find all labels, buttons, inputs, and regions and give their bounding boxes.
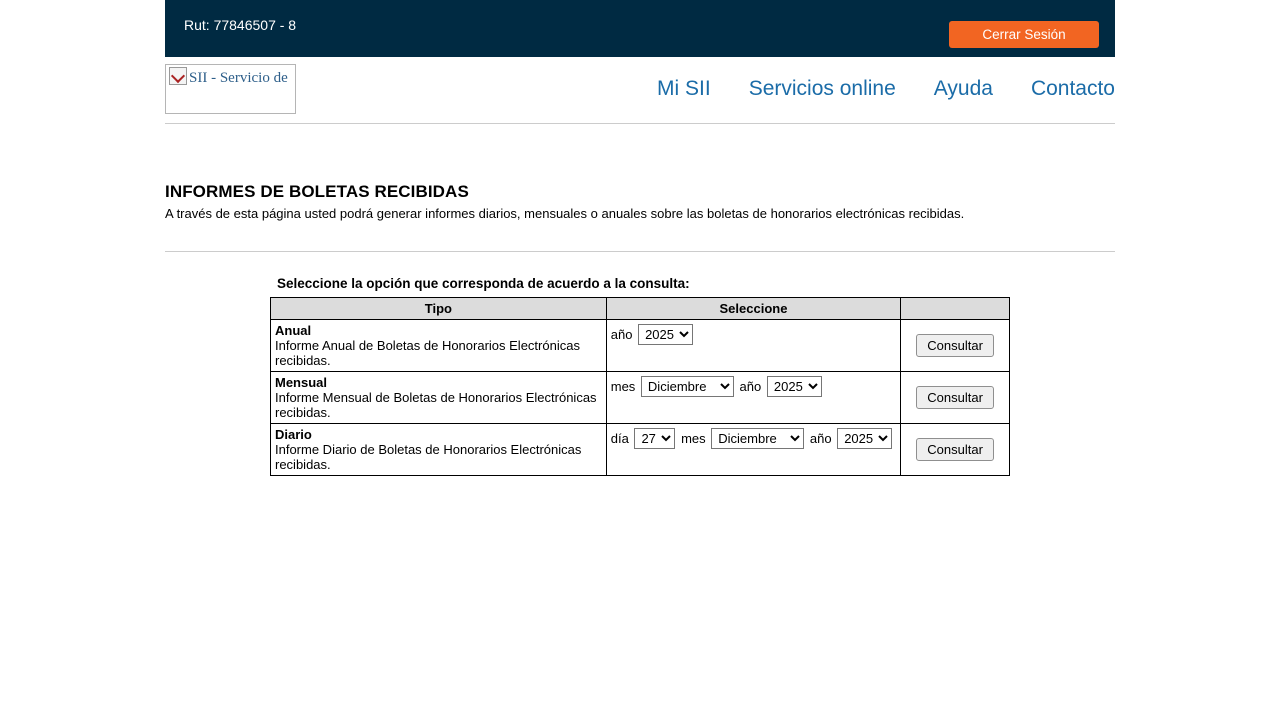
label-diario-year: año: [809, 431, 832, 446]
table-row: [271, 320, 1010, 372]
main-content: [165, 124, 1115, 476]
anual-year-select[interactable]: [638, 324, 693, 345]
diario-day-select[interactable]: [634, 428, 675, 449]
table-header-row: [271, 298, 1010, 320]
nav-item-mi-sii[interactable]: Mi SII: [657, 77, 711, 100]
row-mensual-tipo: [271, 372, 607, 424]
anual-consultar-button[interactable]: Consultar: [916, 334, 994, 357]
reports-table: [270, 297, 1010, 476]
row-mensual-action: [901, 372, 1010, 424]
rut-label: Rut: 77846507 - 8: [184, 17, 297, 33]
row-anual-selectors: [606, 320, 900, 372]
page-title: INFORMES DE BOLETAS RECIBIDAS: [165, 182, 469, 201]
row-mensual-selectors: [606, 372, 900, 424]
header-seleccione: Seleccione: [606, 298, 900, 320]
row-mensual-name: Mensual: [275, 375, 328, 390]
logout-button[interactable]: Cerrar Sesión: [949, 21, 1099, 48]
diario-month-select[interactable]: [711, 428, 804, 449]
header-tipo: Tipo: [271, 298, 607, 320]
row-anual-name: Anual: [275, 323, 312, 338]
row-anual-desc: Informe Anual de Boletas de Honorarios Electrónicas recibidas.: [275, 338, 580, 368]
row-anual-tipo: [271, 320, 607, 372]
label-mensual-year: año: [739, 379, 762, 394]
mensual-year-select[interactable]: [767, 376, 822, 397]
label-mensual-month: mes: [610, 379, 636, 394]
mensual-consultar-button[interactable]: Consultar: [916, 386, 994, 409]
table-row: [271, 424, 1010, 476]
page-container: [165, 0, 1115, 720]
instruction-label: Seleccione la opción que corresponda de acuerdo a la consulta:: [277, 276, 690, 291]
site-header: [165, 57, 1115, 124]
mensual-month-select[interactable]: [641, 376, 734, 397]
main-navigation: [657, 77, 1115, 101]
label-diario-day: día: [610, 431, 629, 446]
diario-consultar-button[interactable]: Consultar: [916, 438, 994, 461]
logo-alt-text: SII - Servicio de: [189, 70, 288, 86]
row-diario-name: Diario: [275, 427, 312, 442]
row-diario-tipo: [271, 424, 607, 476]
nav-item-contacto[interactable]: Contacto: [1030, 77, 1115, 100]
top-bar: [165, 0, 1115, 57]
page-subtitle: A través de esta página usted podrá generar informes diarios, mensuales o anuales sobre las boletas de honorarios electrónicas recibidas.: [165, 206, 965, 221]
broken-image-icon: [166, 65, 295, 89]
table-row: [271, 372, 1010, 424]
row-mensual-desc: Informe Mensual de Boletas de Honorarios Electrónicas recibidas.: [275, 390, 597, 420]
label-anual-year: año: [610, 327, 633, 342]
sii-logo[interactable]: [165, 64, 296, 114]
nav-item-ayuda[interactable]: Ayuda: [933, 77, 993, 100]
header-accion: [901, 298, 1010, 320]
row-anual-action: [901, 320, 1010, 372]
nav-item-servicios-online[interactable]: Servicios online: [748, 77, 896, 100]
row-diario-desc: Informe Diario de Boletas de Honorarios Electrónicas recibidas.: [275, 442, 582, 472]
report-form-area: [270, 276, 1115, 476]
label-diario-month: mes: [681, 431, 706, 446]
row-diario-selectors: [606, 424, 900, 476]
content-divider: [165, 251, 1115, 252]
row-diario-action: [901, 424, 1010, 476]
diario-year-select[interactable]: [837, 428, 892, 449]
